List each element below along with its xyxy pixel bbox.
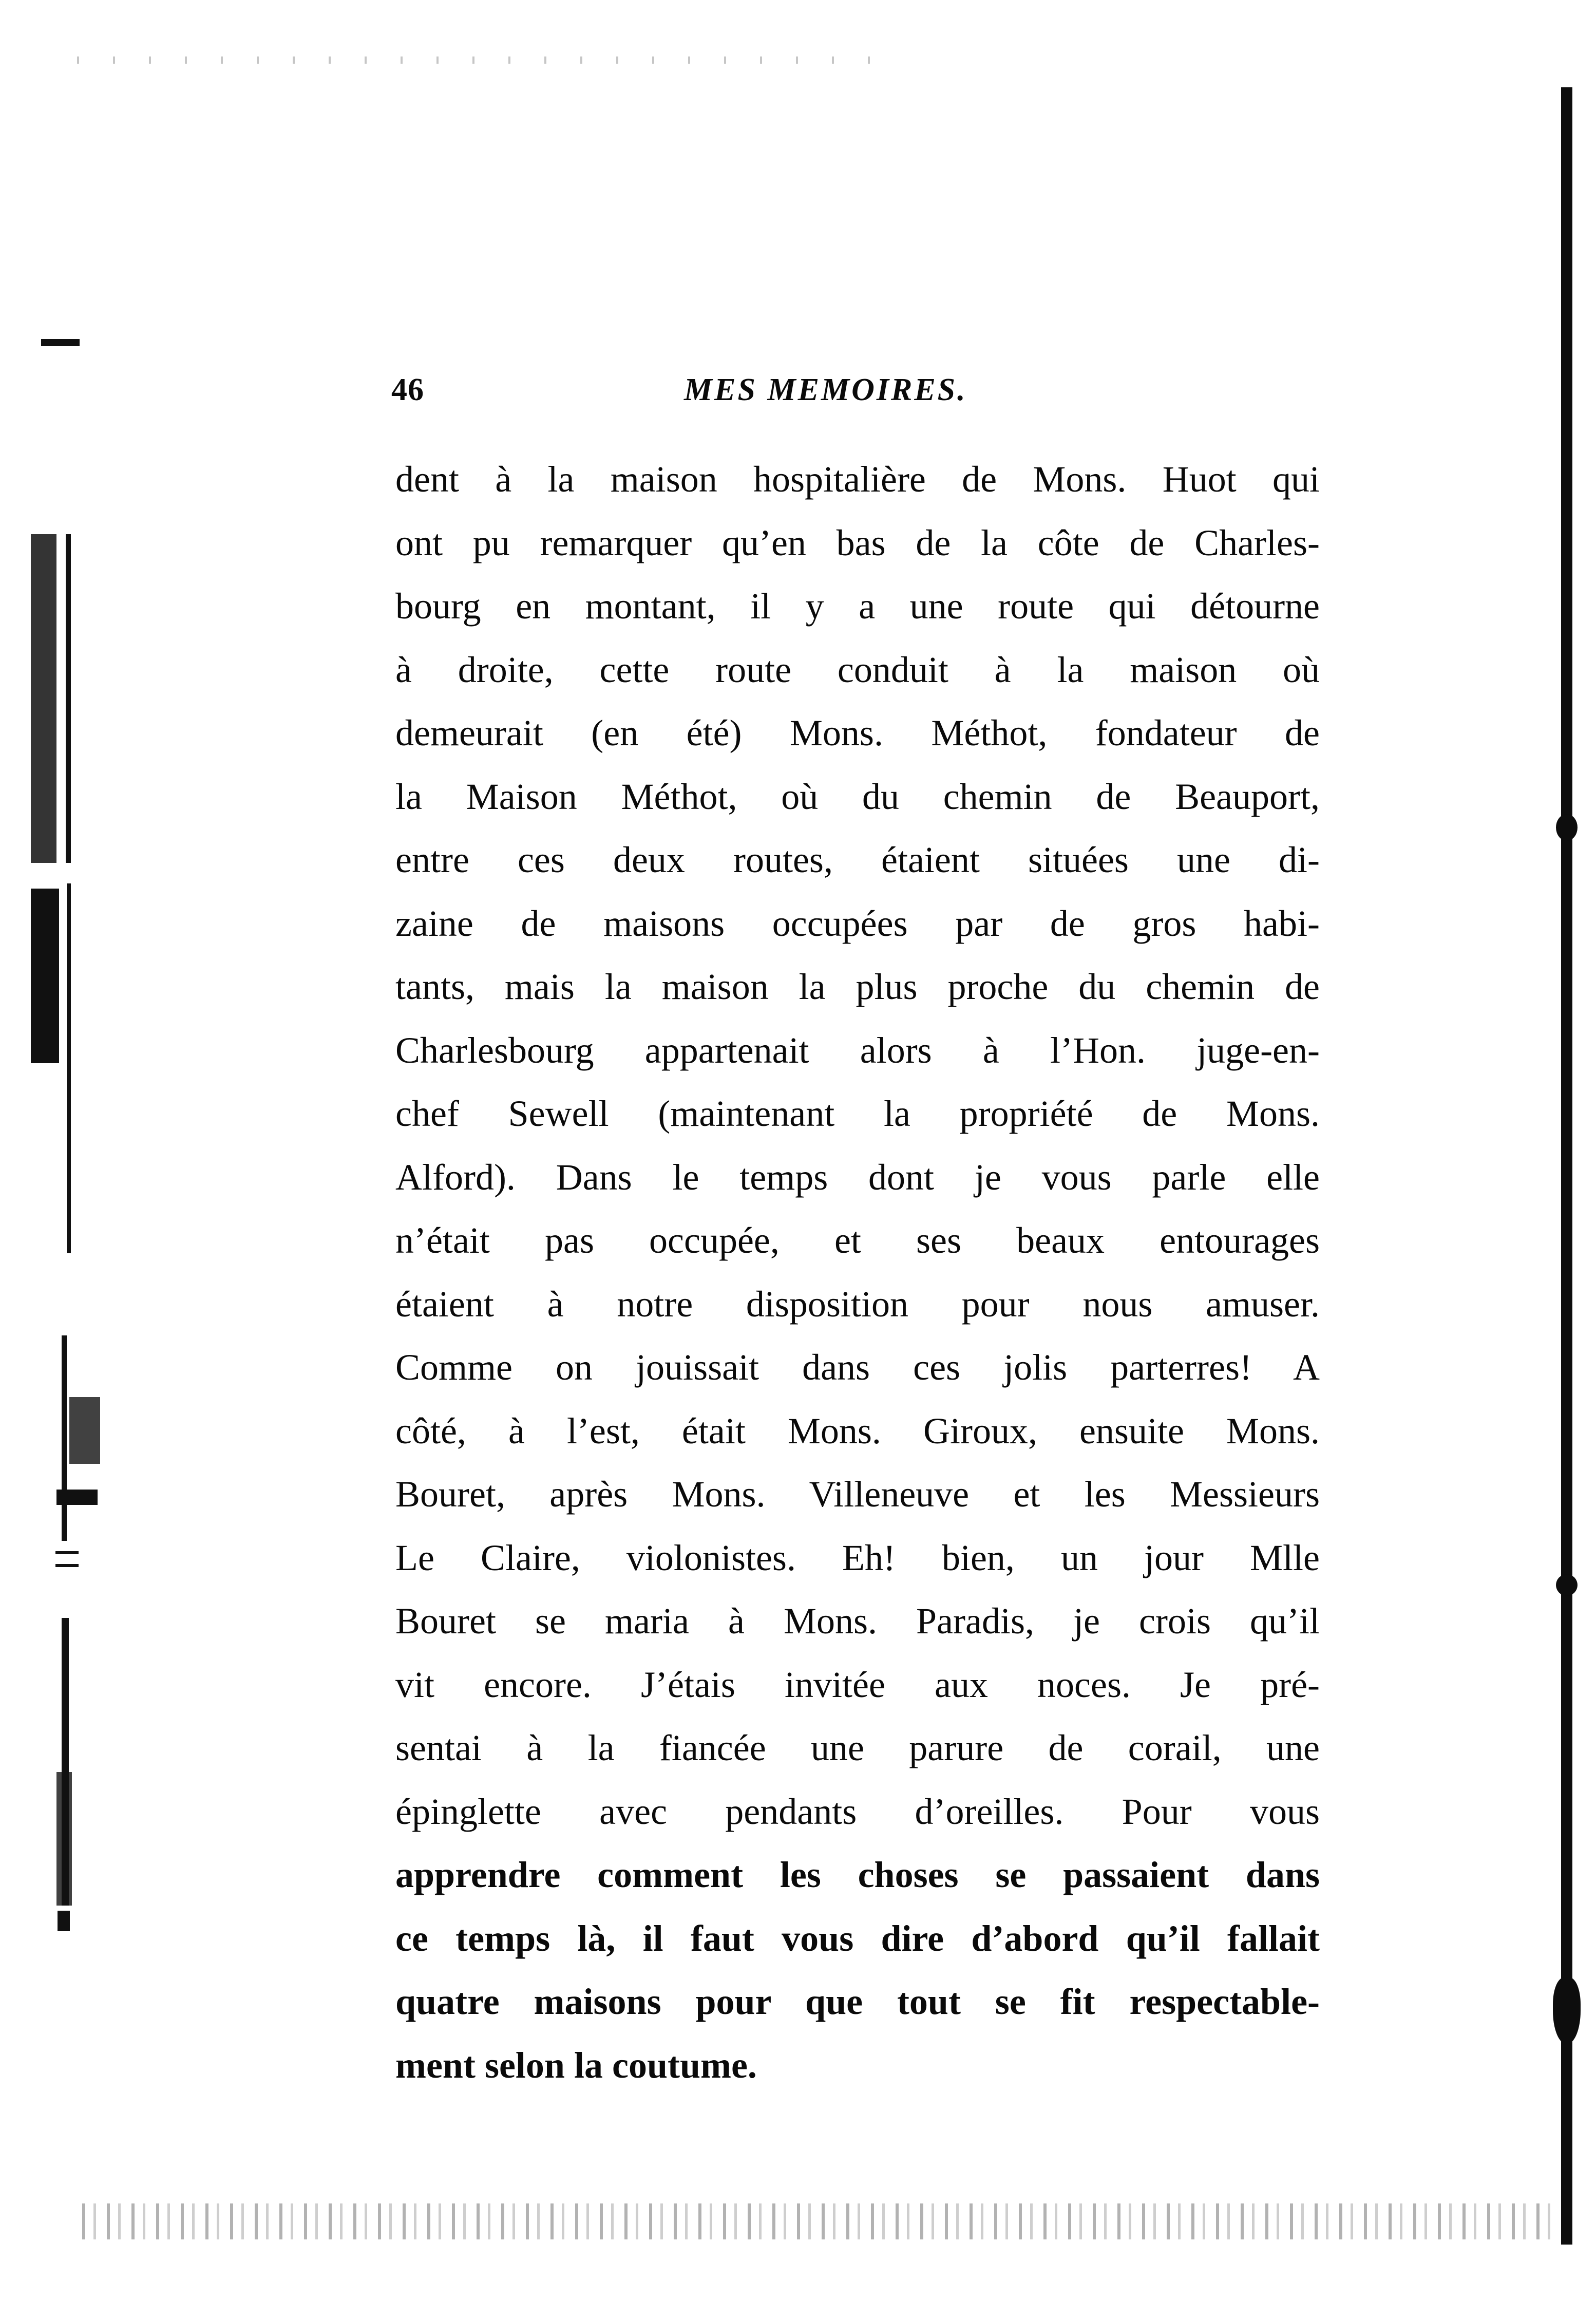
text-line: la Maison Méthot, où du chemin de Beauport, — [395, 776, 1320, 817]
text-line: Charlesbourg appartenait alors à l’Hon. juge-en- — [395, 1029, 1320, 1071]
body-text — [395, 448, 1320, 2097]
right-binding-notch — [1553, 1977, 1581, 2044]
text-line: entre ces deux routes, étaient situées une di- — [395, 839, 1320, 880]
text-line: Bouret se maria à Mons. Paradis, je crois qu’il — [395, 1600, 1320, 1642]
text-line: Le Claire, violonistes. Eh! bien, un jour Mlle — [395, 1537, 1320, 1578]
text-line: ont pu remarquer qu’en bas de la côte de Charles- — [395, 522, 1320, 563]
text-line: Alford). Dans le temps dont je vous parle elle — [395, 1156, 1320, 1198]
text-line: ce temps là, il faut vous dire d’abord qu’il fallait — [395, 1917, 1320, 1959]
text-line: quatre maisons pour que tout se fit respectable- — [395, 1981, 1320, 2022]
scan-noise-bottom — [82, 2203, 1561, 2239]
text-line: zaine de maisons occupées par de gros habi- — [395, 902, 1320, 944]
text-line: tants, mais la maison la plus proche du chemin de — [395, 966, 1320, 1007]
text-line: à droite, cette route conduit à la maison où — [395, 649, 1320, 690]
right-binding-notch — [1556, 814, 1578, 841]
text-line: côté, à l’est, était Mons. Giroux, ensuite Mons. — [395, 1410, 1320, 1452]
text-line: Comme on jouissait dans ces jolis parterres! A — [395, 1347, 1320, 1388]
text-line: étaient à notre disposition pour nous amuser. — [395, 1283, 1320, 1325]
right-binding-bar — [1561, 87, 1572, 2245]
text-line: ment selon la coutume. — [395, 2044, 757, 2086]
text-line: bourg en montant, il y a une route qui détourne — [395, 586, 1320, 627]
text-line: dent à la maison hospitalière de Mons. Huot qui — [395, 459, 1320, 500]
right-binding-notch — [1556, 1574, 1578, 1596]
scan-noise-top — [77, 56, 899, 64]
text-line: demeurait (en été) Mons. Méthot, fondateur de — [395, 712, 1320, 753]
page-number: 46 — [391, 372, 424, 407]
text-line: chef Sewell (maintenant la propriété de Mons. — [395, 1093, 1320, 1134]
text-line: épinglette avec pendants d’oreilles. Pour vous — [395, 1791, 1320, 1832]
page-header — [391, 369, 1321, 415]
text-line: n’était pas occupée, et ses beaux entourages — [395, 1220, 1320, 1261]
text-line: vit encore. J’étais invitée aux noces. Je pré- — [395, 1664, 1320, 1705]
text-line: apprendre comment les choses se passaient dans — [395, 1854, 1320, 1895]
text-line: Bouret, après Mons. Villeneuve et les Messieurs — [395, 1474, 1320, 1515]
running-title: MES MEMOIRES. — [684, 372, 967, 407]
text-line: sentai à la fiancée une parure de corail, une — [395, 1727, 1320, 1768]
left-binding-marks — [0, 0, 103, 2318]
